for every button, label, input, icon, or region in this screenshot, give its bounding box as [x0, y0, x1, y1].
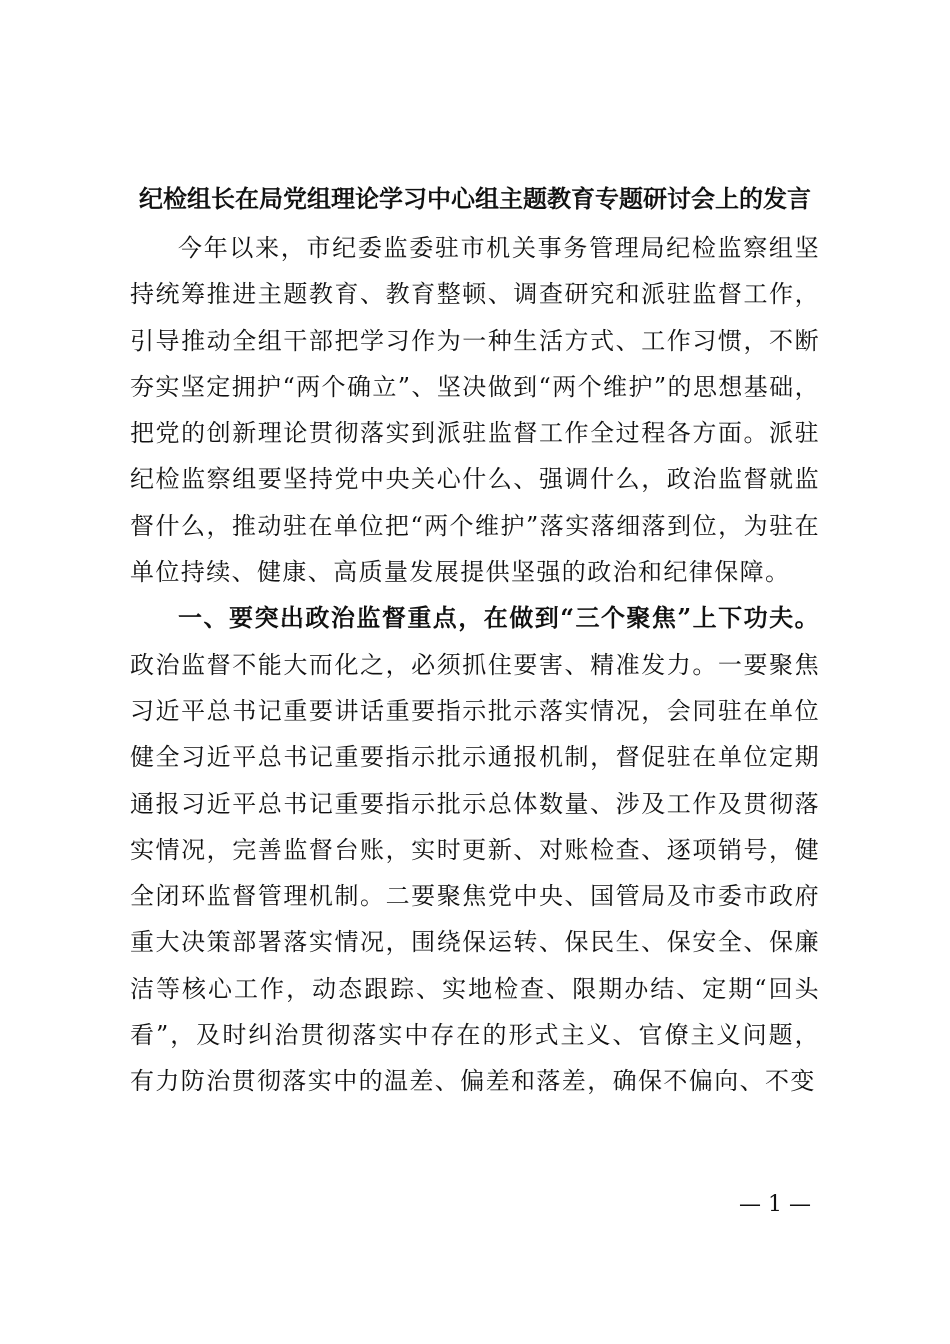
section-1-text: 政治监督不能大而化之，必须抓住要害、精准发力。一要聚焦习近平总书记重要讲话重要指示批示落实情况，会同驻在单位健全习近平总书记重要指示批示通报机制，督促驻在单位定期通报习近平总书记重要指示批示总体数量、涉及工作及贯彻落实情况，完善监督台账，实时更新、对账检查、逐项销号，健全闭环监督管理机制。二要聚焦党中央、国管局及市委市政府重大决策部署落实情况，围绕保运转、保民生、保安全、保廉洁等核心工作，动态跟踪、实地检查、限期办结、定期“回头看”，及时纠治贯彻落实中存在的形式主义、官僚主义问题，有力防治贯彻落实中的温差、偏差和落差，确保不偏向、不变 — [130, 650, 820, 1096]
page-number: — 1 — — [739, 1192, 811, 1217]
document-title: 纪检组长在局党组理论学习中心组主题教育专题研讨会上的发言 — [139, 184, 811, 213]
document-body — [130, 225, 820, 1105]
section-1-paragraph — [130, 595, 820, 1104]
intro-paragraph: 今年以来，市纪委监委驻市机关事务管理局纪检监察组坚持统筹推进主题教育、教育整顿、调查研究和派驻监督工作，引导推动全组干部把学习作为一种生活方式、工作习惯，不断夯实坚定拥护“两个确立”、坚决做到“两个维护”的思想基础，把党的创新理论贯彻落实到派驻监督工作全过程各方面。派驻纪检监察组要坚持党中央关心什么、强调什么，政治监督就监督什么，推动驻在单位把“两个维护”落实落细落到位，为驻在单位持续、健康、高质量发展提供坚强的政治和纪律保障。 — [130, 234, 820, 587]
section-1-heading: 一、要突出政治监督重点，在做到“三个聚焦”上下功夫。 — [178, 603, 820, 633]
